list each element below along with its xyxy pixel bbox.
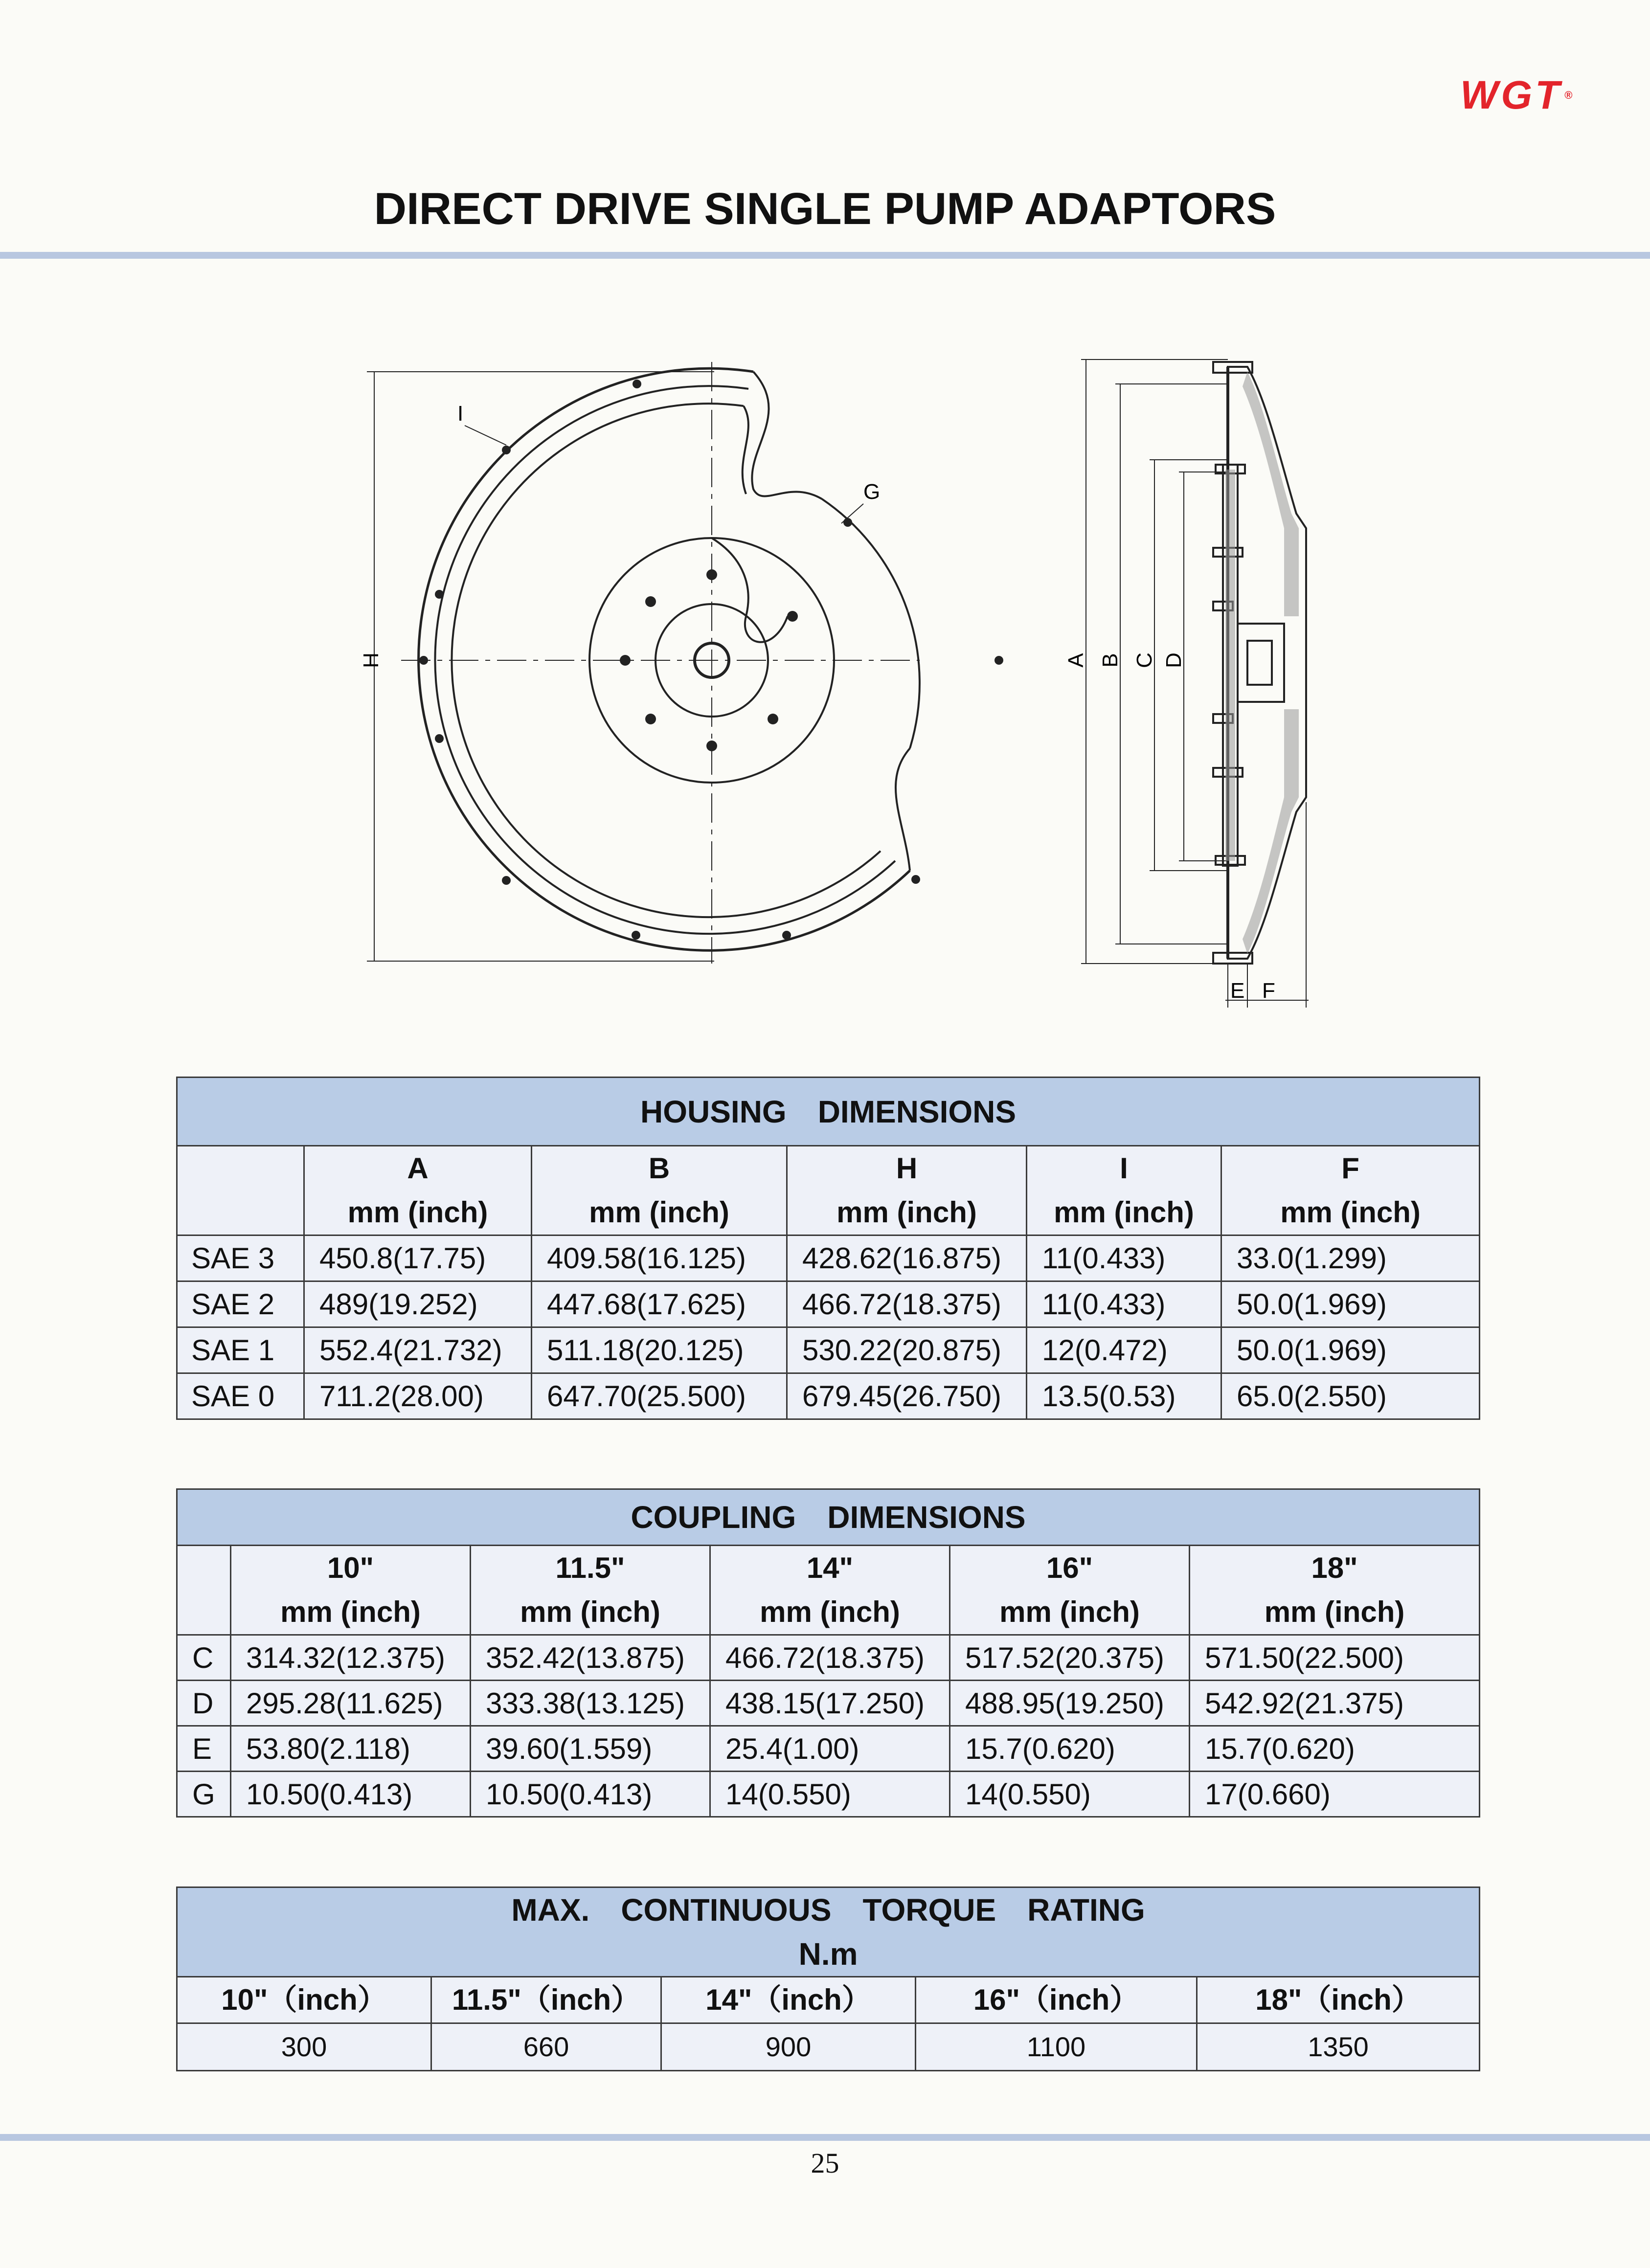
- torque-table-title: [177, 1887, 1480, 1977]
- bottom-divider: [0, 2134, 1650, 2141]
- page-title: DIRECT DRIVE SINGLE PUMP ADAPTORS: [374, 184, 1276, 234]
- torque-unit: N.m: [798, 1936, 858, 1972]
- table-cell: 10.50(0.413): [471, 1772, 710, 1817]
- torque-col-header: 10"（inch）: [177, 1977, 431, 2023]
- label-f: F: [1262, 979, 1275, 1003]
- table-cell: 428.62(16.875): [787, 1235, 1027, 1281]
- table-cell: 552.4(21.732): [304, 1327, 532, 1373]
- housing-table-title: HOUSING DIMENSIONS: [177, 1078, 1480, 1146]
- coupling-corner-cell: [177, 1546, 231, 1635]
- table-cell: 14(0.550): [950, 1772, 1190, 1817]
- table-row: [177, 1772, 1480, 1817]
- row-label: C: [177, 1635, 231, 1681]
- torque-value: 660: [431, 2023, 661, 2071]
- table-cell: 13.5(0.53): [1027, 1373, 1221, 1419]
- torque-value: 300: [177, 2023, 431, 2071]
- table-cell: 15.7(0.620): [1190, 1726, 1480, 1772]
- table-cell: 466.72(18.375): [710, 1635, 950, 1681]
- coupling-col-header: 18" mm (inch): [1190, 1546, 1480, 1635]
- top-divider: [0, 252, 1650, 259]
- torque-value: 1100: [916, 2023, 1197, 2071]
- torque-value: 1350: [1197, 2023, 1480, 2071]
- registered-mark: ®: [1564, 89, 1576, 101]
- table-cell: 39.60(1.559): [471, 1726, 710, 1772]
- coupling-dimensions-table: [176, 1488, 1480, 1818]
- row-label: SAE 1: [177, 1327, 304, 1373]
- housing-col-header: B mm (inch): [532, 1146, 787, 1235]
- logo-text: WGT: [1460, 73, 1563, 117]
- table-cell: 530.22(20.875): [787, 1327, 1027, 1373]
- table-cell: 12(0.472): [1027, 1327, 1221, 1373]
- row-label: SAE 2: [177, 1281, 304, 1327]
- table-row: [177, 1281, 1480, 1327]
- label-a: A: [1064, 653, 1088, 668]
- housing-col-header: A mm (inch): [304, 1146, 532, 1235]
- torque-title: MAX. CONTINUOUS TORQUE RATING: [511, 1892, 1145, 1928]
- table-cell: 295.28(11.625): [231, 1681, 471, 1726]
- housing-col-header: H mm (inch): [787, 1146, 1027, 1235]
- torque-col-header: 14"（inch）: [661, 1977, 916, 2023]
- table-row: [177, 1373, 1480, 1419]
- label-h: H: [359, 652, 383, 668]
- table-cell: 50.0(1.969): [1221, 1281, 1480, 1327]
- table-cell: 679.45(26.750): [787, 1373, 1027, 1419]
- table-cell: 11(0.433): [1027, 1281, 1221, 1327]
- page-number: 25: [811, 2147, 839, 2179]
- table-cell: 10.50(0.413): [231, 1772, 471, 1817]
- row-label: D: [177, 1681, 231, 1726]
- table-cell: 488.95(19.250): [950, 1681, 1190, 1726]
- coupling-col-header: 11.5" mm (inch): [471, 1546, 710, 1635]
- coupling-col-header: 14" mm (inch): [710, 1546, 950, 1635]
- torque-col-header: 16"（inch）: [916, 1977, 1197, 2023]
- table-cell: 50.0(1.969): [1221, 1327, 1480, 1373]
- table-cell: 53.80(2.118): [231, 1726, 471, 1772]
- housing-col-header: F mm (inch): [1221, 1146, 1480, 1235]
- table-row: [177, 1681, 1480, 1726]
- label-b: B: [1098, 653, 1122, 668]
- coupling-col-header: 16" mm (inch): [950, 1546, 1190, 1635]
- table-row: [177, 1635, 1480, 1681]
- label-i: I: [457, 402, 464, 426]
- housing-dimensions-table: [176, 1077, 1480, 1420]
- label-g: G: [863, 480, 881, 504]
- label-e: E: [1230, 979, 1245, 1003]
- adaptor-technical-drawing: [333, 342, 1335, 1027]
- table-cell: 409.58(16.125): [532, 1235, 787, 1281]
- table-cell: 17(0.660): [1190, 1772, 1480, 1817]
- torque-col-header: 11.5"（inch）: [431, 1977, 661, 2023]
- table-cell: 489(19.252): [304, 1281, 532, 1327]
- brand-logo: [1460, 73, 1576, 117]
- coupling-table-title: COUPLING DIMENSIONS: [177, 1489, 1480, 1546]
- torque-col-header: 18"（inch）: [1197, 1977, 1480, 2023]
- label-d: D: [1162, 652, 1186, 668]
- row-label: SAE 3: [177, 1235, 304, 1281]
- table-cell: 33.0(1.299): [1221, 1235, 1480, 1281]
- table-cell: 466.72(18.375): [787, 1281, 1027, 1327]
- coupling-col-header: 10" mm (inch): [231, 1546, 471, 1635]
- table-cell: 11(0.433): [1027, 1235, 1221, 1281]
- table-cell: 333.38(13.125): [471, 1681, 710, 1726]
- table-cell: 25.4(1.00): [710, 1726, 950, 1772]
- housing-col-header: I mm (inch): [1027, 1146, 1221, 1235]
- table-cell: 511.18(20.125): [532, 1327, 787, 1373]
- torque-rating-table: [176, 1886, 1480, 2071]
- row-label: SAE 0: [177, 1373, 304, 1419]
- torque-value: 900: [661, 2023, 916, 2071]
- table-cell: 65.0(2.550): [1221, 1373, 1480, 1419]
- row-label: E: [177, 1726, 231, 1772]
- table-row: [177, 1726, 1480, 1772]
- table-cell: 542.92(21.375): [1190, 1681, 1480, 1726]
- table-cell: 571.50(22.500): [1190, 1635, 1480, 1681]
- table-row: [177, 1327, 1480, 1373]
- table-cell: 447.68(17.625): [532, 1281, 787, 1327]
- table-cell: 352.42(13.875): [471, 1635, 710, 1681]
- table-row: [177, 2023, 1480, 2071]
- label-c: C: [1132, 652, 1156, 668]
- table-cell: 438.15(17.250): [710, 1681, 950, 1726]
- table-cell: 647.70(25.500): [532, 1373, 787, 1419]
- housing-corner-cell: [177, 1146, 304, 1235]
- table-cell: 517.52(20.375): [950, 1635, 1190, 1681]
- row-label: G: [177, 1772, 231, 1817]
- table-cell: 314.32(12.375): [231, 1635, 471, 1681]
- table-cell: 450.8(17.75): [304, 1235, 532, 1281]
- table-cell: 14(0.550): [710, 1772, 950, 1817]
- table-row: [177, 1235, 1480, 1281]
- table-cell: 711.2(28.00): [304, 1373, 532, 1419]
- table-cell: 15.7(0.620): [950, 1726, 1190, 1772]
